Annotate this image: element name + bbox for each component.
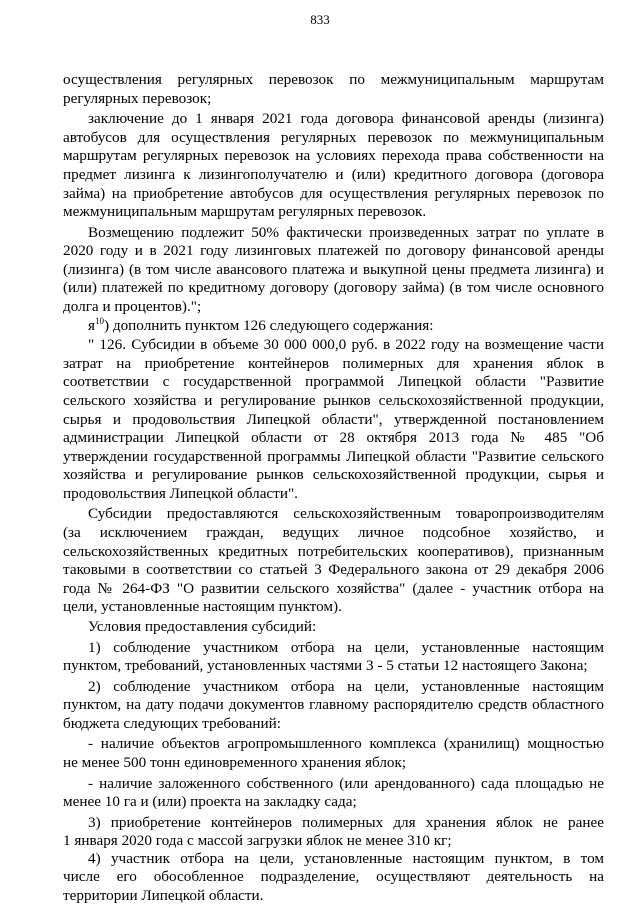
text-line: (лизинга) (в том числе авансового платежа и выкупной цены предмета лизинга) и (63, 260, 604, 278)
text-line: Условия предоставления субсидий: (88, 617, 317, 635)
text-line: утверждении государственной программы Липецкой области "Развитие сельского (63, 447, 604, 465)
text-line: менее 10 га и (или) проекта на закладку сада; (63, 793, 357, 811)
text-line: соответствии с государственной программой Липецкой области "Развитие (63, 373, 604, 391)
text-line: года № 264-ФЗ "О развитии сельского хозяйства" (далее - участник отбора на (63, 579, 604, 597)
text-line: таковыми в соответствии со статьей 3 Федерального закона от 29 декабря 2006 (63, 561, 604, 579)
text-line: предмет лизинга к лизингополучателю и (или) кредитного договора (договора (63, 165, 604, 183)
text-line: Субсидии предоставляются сельскохозяйственным товаропроизводителям (88, 505, 604, 523)
item-letter: я (88, 316, 95, 334)
item-heading-text: дополнить пунктом 126 следующего содержания: (112, 316, 434, 334)
text-line: 2) соблюдение участником отбора на цели, установленные настоящим (88, 677, 604, 695)
item-letter-close: ) (104, 316, 110, 334)
text-line: 1) соблюдение участником отбора на цели, установленные настоящим (88, 638, 604, 656)
text-line: пунктом, на дату подачи документов главному распорядителю средств областного (63, 696, 604, 714)
text-line: бюджета следующих требований: (63, 714, 281, 732)
text-line: хозяйства и регулирование рынков сельскохозяйственной продукции, сырья и (63, 466, 604, 484)
text-line: регулярных перевозок; (63, 89, 212, 107)
text-line: заключение до 1 января 2021 года договора финансовой аренды (лизинга) (88, 110, 604, 128)
text-line: займа) на приобретение автобусов для осуществления регулярных перевозок по (63, 184, 604, 202)
text-line: межмуниципальным маршрутам регулярных перевозок. (63, 203, 427, 221)
item-heading-line (88, 316, 604, 335)
text-line: 4) участник отбора на цели, установленные настоящим пунктом, в том (88, 849, 604, 867)
item-letter-superscript: 10 (95, 315, 104, 326)
text-line: автобусов для осуществления регулярных перевозок по межмуниципальным (63, 128, 604, 146)
text-line: продовольствия Липецкой области". (63, 484, 298, 502)
text-line: 1 января 2020 года с массой загрузки яблок не менее 310 кг; (63, 832, 452, 850)
text-line: (за исключением граждан, ведущих личное подсобное хозяйство, и (63, 524, 604, 541)
text-line: осуществления регулярных перевозок по межмуниципальным маршрутам (63, 71, 604, 88)
text-line: - наличие объектов агропромышленного комплекса (хранилищ) мощностью (88, 735, 604, 753)
text-line: сельскохозяйственных кредитных потребительских кооперативов), признанным (63, 542, 604, 560)
text-line: администрации Липецкой области от 28 октября 2013 года № 485 "Об (63, 429, 604, 447)
text-line: (или) платежей по кредитному договору (договору займа) (в том числе основного (63, 279, 604, 297)
text-line: долга и процентов)."; (63, 298, 202, 315)
text-line: не менее 500 тонн единовременного хранения яблок; (63, 753, 407, 771)
text-line: числе его обособленное подразделение, осуществляют деятельность на (63, 868, 604, 886)
text-line: пунктом, требований, установленных частями 3 - 5 статьи 12 настоящего Закона; (63, 657, 588, 675)
text-line: сельского хозяйства и регулирование рынков сельскохозяйственной продукции, (63, 391, 604, 409)
text-line: - наличие заложенного собственного (или арендованного) сада площадью не (88, 774, 604, 792)
text-line: сырья и продовольствия Липецкой области", утвержденной постановлением (63, 410, 604, 428)
text-line: территории Липецкой области. (63, 887, 264, 904)
text-line: Возмещению подлежит 50% фактически произведенных затрат по уплате в (88, 223, 604, 241)
text-line: маршрутам регулярных перевозок на условиях перехода права собственности на (63, 147, 604, 165)
page-number: 833 (310, 12, 330, 27)
text-line: 2020 году и в 2021 году лизинговых платежей по договору финансовой аренды (63, 242, 604, 260)
text-line: 3) приобретение контейнеров полимерных для хранения яблок не ранее (88, 813, 604, 831)
text-line: затрат на приобретение контейнеров полимерных для хранения яблок в (63, 354, 604, 372)
text-line: " 126. Субсидии в объеме 30 000 000,0 руб. в 2022 году на возмещение части (88, 336, 604, 354)
text-line: цели, установленные настоящим пунктом). (63, 598, 342, 616)
